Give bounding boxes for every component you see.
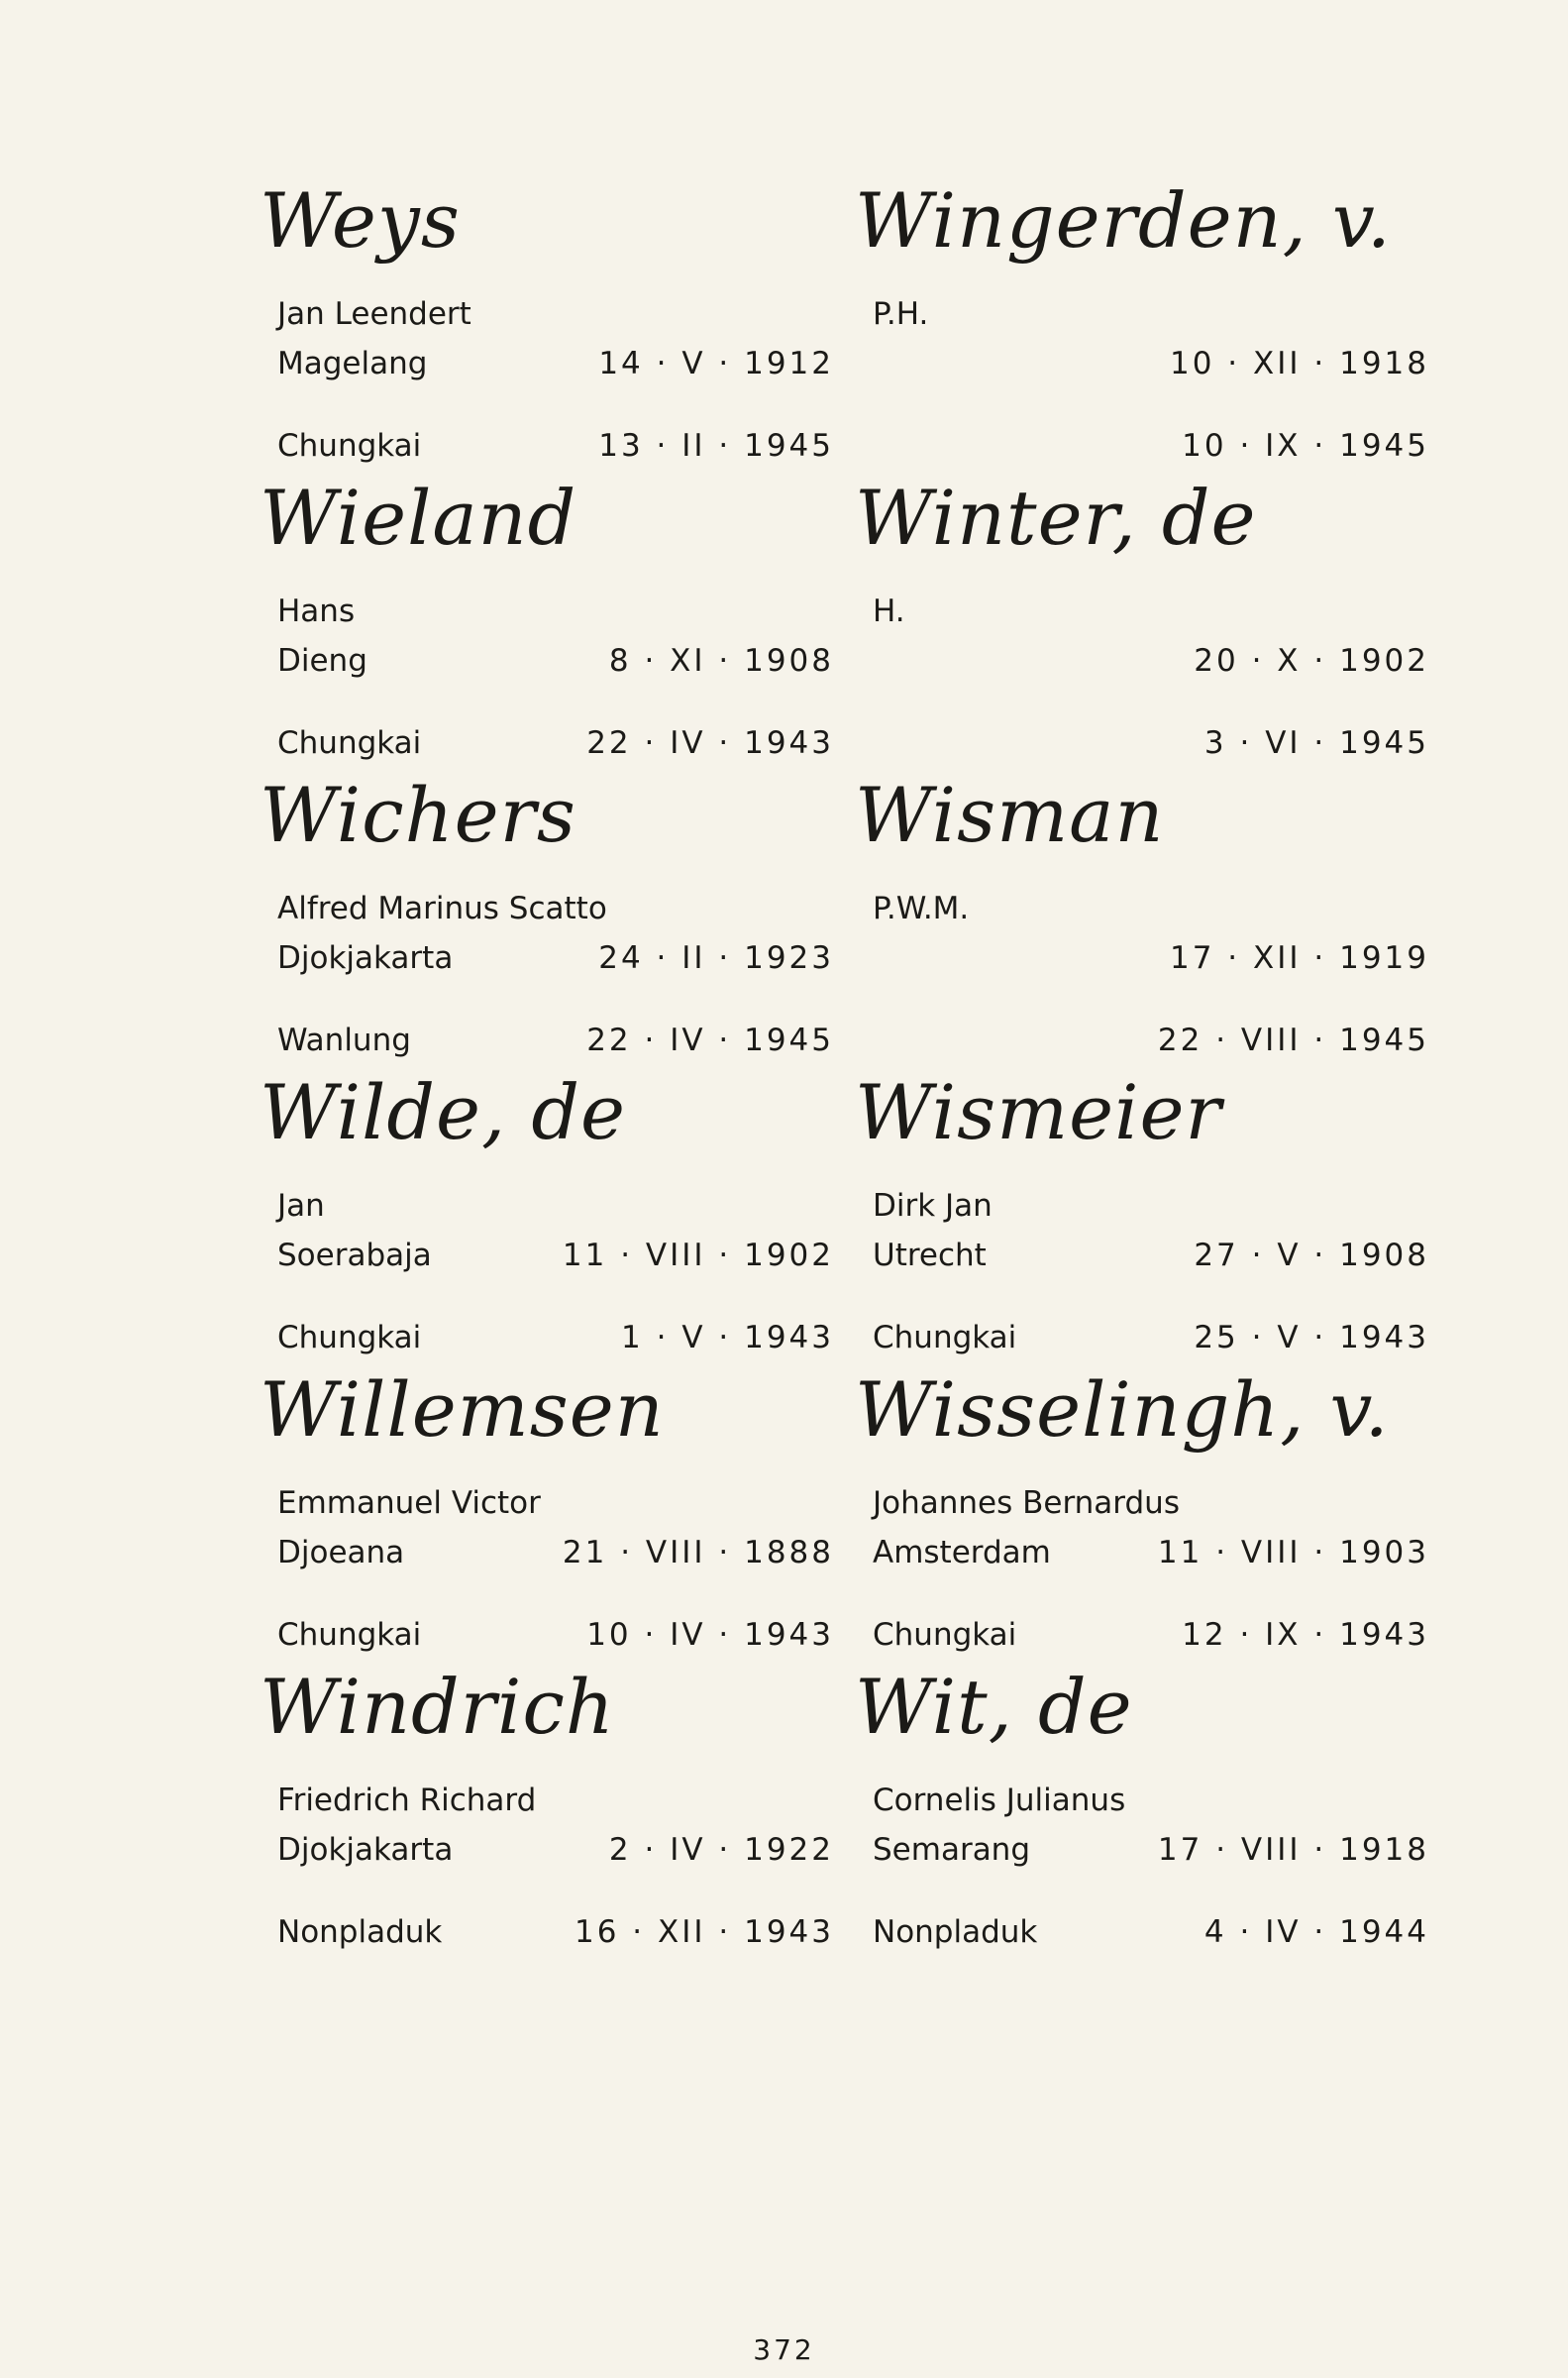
death-place: Chungkai xyxy=(277,725,422,761)
birth-place: Djokjakarta xyxy=(277,940,454,976)
birth-place: Amsterdam xyxy=(873,1535,1051,1570)
birth-date: 10 · XII · 1918 xyxy=(1170,346,1429,381)
birth-place: Magelang xyxy=(277,346,428,381)
given-names-text: Jan Leendert xyxy=(277,296,471,332)
entry-wisman xyxy=(855,768,1439,1065)
given-names-text: Johannes Bernardus xyxy=(873,1485,1180,1521)
entry-wilde-de xyxy=(260,1065,844,1362)
entry-willemsen xyxy=(260,1362,844,1660)
birth-date: 11 · VIII · 1903 xyxy=(1157,1535,1429,1570)
birth-place: Semarang xyxy=(873,1832,1031,1868)
death-place: Chungkai xyxy=(277,1320,422,1355)
death-date: 10 · IX · 1945 xyxy=(1182,428,1429,464)
death-date: 1 · V · 1943 xyxy=(621,1320,834,1355)
birth-date: 17 · VIII · 1918 xyxy=(1157,1832,1429,1868)
death-date: 25 · V · 1943 xyxy=(1194,1320,1429,1355)
birth-place: Djoeana xyxy=(277,1535,405,1570)
surname: Wichers xyxy=(260,771,576,859)
given-names-text: Emmanuel Victor xyxy=(277,1485,541,1521)
surname: Wisselingh, v. xyxy=(855,1365,1390,1454)
surname: Wisman xyxy=(855,771,1165,859)
death-place: Chungkai xyxy=(277,428,422,464)
death-place: Chungkai xyxy=(277,1617,422,1653)
surname: Willemsen xyxy=(260,1365,665,1454)
birth-place: Soerabaja xyxy=(277,1238,432,1273)
death-date: 22 · IV · 1943 xyxy=(586,725,834,761)
given-names-text: Dirk Jan xyxy=(873,1188,993,1224)
birth-date: 27 · V · 1908 xyxy=(1194,1238,1429,1273)
death-place: Chungkai xyxy=(873,1320,1017,1355)
death-date: 4 · IV · 1944 xyxy=(1203,1914,1429,1950)
entry-wichers xyxy=(260,768,844,1065)
surname: Weys xyxy=(260,176,461,265)
given-names-text: P.W.M. xyxy=(873,891,970,926)
birth-place: Djokjakarta xyxy=(277,1832,454,1868)
given-names-text: Cornelis Julianus xyxy=(873,1783,1126,1818)
entry-weys xyxy=(260,173,844,471)
surname: Winter, de xyxy=(855,474,1257,562)
death-date: 22 · VIII · 1945 xyxy=(1157,1023,1429,1058)
birth-date: 21 · VIII · 1888 xyxy=(562,1535,834,1570)
surname: Wingerden, v. xyxy=(855,176,1392,265)
death-date: 22 · IV · 1945 xyxy=(586,1023,834,1058)
entry-wingerden-v xyxy=(855,173,1439,471)
birth-date: 2 · IV · 1922 xyxy=(608,1832,834,1868)
given-names-text: Hans xyxy=(277,594,356,629)
birth-place: Utrecht xyxy=(873,1238,987,1273)
death-place: Chungkai xyxy=(873,1617,1017,1653)
entry-windrich xyxy=(260,1660,844,1957)
birth-date: 24 · II · 1923 xyxy=(598,940,834,976)
birth-place: Dieng xyxy=(277,643,367,679)
given-names-text: Jan xyxy=(277,1188,325,1224)
birth-date: 20 · X · 1902 xyxy=(1194,643,1429,679)
surname: Wismeier xyxy=(855,1068,1222,1156)
death-date: 16 · XII · 1943 xyxy=(575,1914,834,1950)
surname: Windrich xyxy=(260,1663,615,1751)
death-date: 13 · II · 1945 xyxy=(598,428,834,464)
entry-wieland xyxy=(260,471,844,768)
entry-wisselingh-v xyxy=(855,1362,1439,1660)
page-number: 372 xyxy=(753,2333,815,2366)
birth-date: 17 · XII · 1919 xyxy=(1170,940,1429,976)
surname: Wit, de xyxy=(855,1663,1133,1751)
given-names-text: Alfred Marinus Scatto xyxy=(277,891,607,926)
entry-wit-de xyxy=(855,1660,1439,1957)
death-date: 12 · IX · 1943 xyxy=(1182,1617,1429,1653)
birth-date: 14 · V · 1912 xyxy=(598,346,834,381)
birth-date: 8 · XI · 1908 xyxy=(608,643,834,679)
surname: Wilde, de xyxy=(260,1068,626,1156)
surname: Wieland xyxy=(260,474,577,562)
death-place: Nonpladuk xyxy=(873,1914,1038,1950)
given-names-text: H. xyxy=(873,594,905,629)
death-place: Wanlung xyxy=(277,1023,411,1058)
entry-wismeier xyxy=(855,1065,1439,1362)
entry-winter-de xyxy=(855,471,1439,768)
given-names-text: Friedrich Richard xyxy=(277,1783,537,1818)
given-names-text: P.H. xyxy=(873,296,929,332)
birth-date: 11 · VIII · 1902 xyxy=(562,1238,834,1273)
death-place: Nonpladuk xyxy=(277,1914,443,1950)
death-date: 3 · VI · 1945 xyxy=(1203,725,1429,761)
death-date: 10 · IV · 1943 xyxy=(586,1617,834,1653)
